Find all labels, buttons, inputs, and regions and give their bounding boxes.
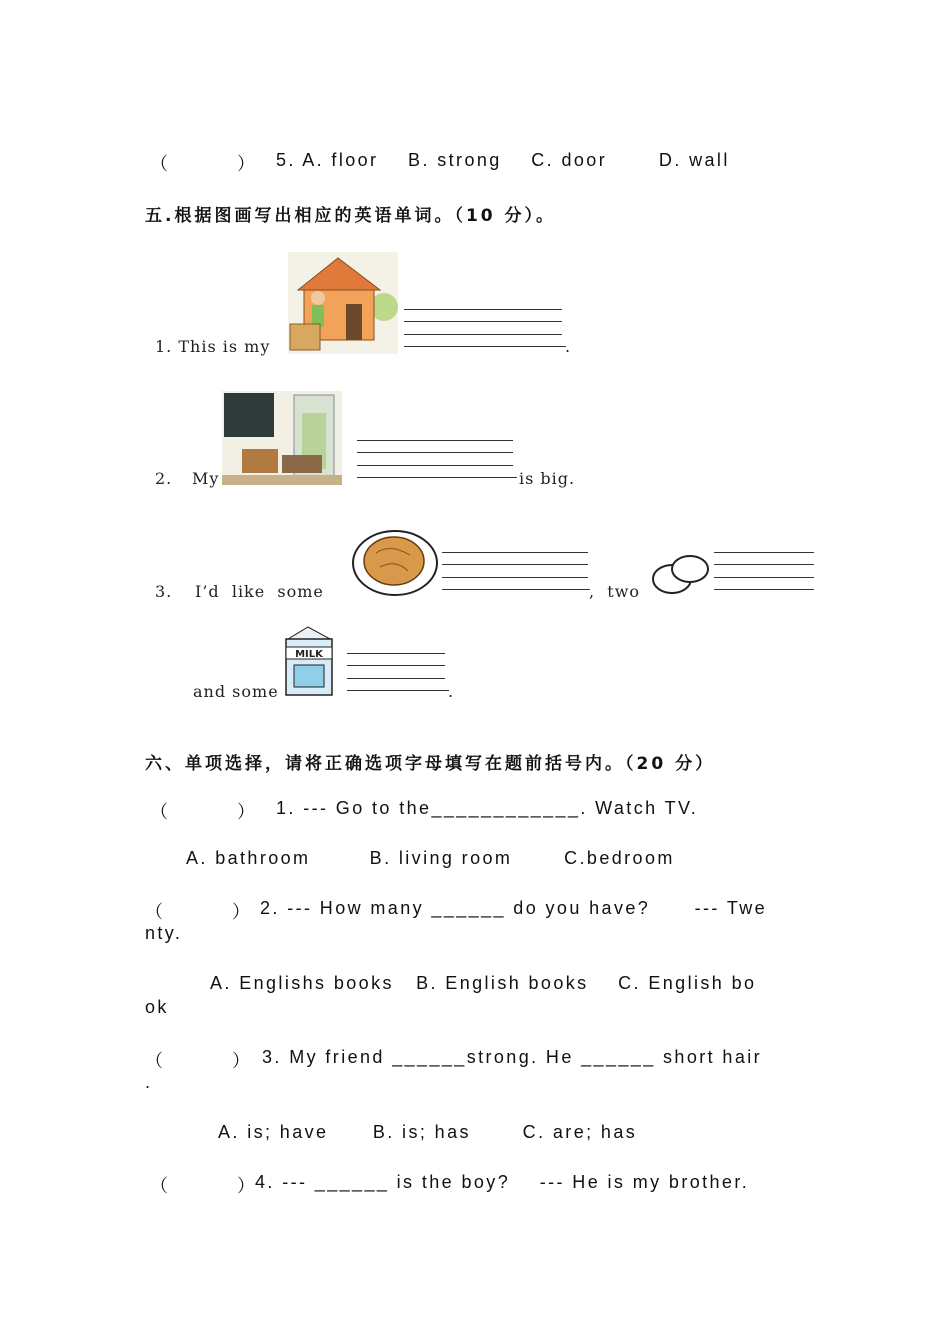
item-2-number: 2.: [155, 469, 173, 488]
question-1-options: A. bathroom B. living room C.bedroom: [186, 848, 675, 868]
question-2-options-wrap: ok: [145, 997, 169, 1017]
item-3-number: 3.: [155, 582, 173, 601]
classroom-icon: [222, 391, 342, 485]
answer-lines-3a[interactable]: [442, 552, 590, 592]
eggs-icon: [650, 552, 712, 596]
question-3-text: 3. My friend ______strong. He ______ short hair: [262, 1047, 763, 1067]
item-3-prefix-2: and some: [193, 682, 279, 701]
question-2-options: A. Englishs books B. English books C. English bo: [210, 973, 757, 993]
section-5-heading: 五.根据图画写出相应的英语单词。（10 分）。: [145, 206, 557, 226]
item-3-middle: , two: [589, 582, 641, 601]
answer-paren-3[interactable]: （ ）: [145, 1051, 253, 1071]
milk-carton-icon: [280, 625, 338, 697]
answer-paren[interactable]: （ ）: [150, 154, 258, 174]
item-3-suffix: .: [448, 682, 455, 701]
question-5-text: 5. A. floor B. strong C. door D. wall: [276, 150, 730, 170]
question-2-text: 2. --- How many ______ do you have? --- Twe: [260, 898, 768, 918]
question-3-wrap: .: [145, 1072, 153, 1092]
answer-paren-1[interactable]: （ ）: [150, 802, 258, 822]
answer-lines-2[interactable]: [357, 440, 517, 480]
item-1-prefix: 1. This is my: [155, 337, 271, 356]
question-2-wrap: nty.: [145, 923, 183, 943]
answer-lines-3b[interactable]: [714, 552, 814, 592]
question-4-text: 4. --- ______ is the boy? --- He is my brother.: [255, 1172, 750, 1192]
house-icon: [288, 252, 398, 354]
answer-paren-2[interactable]: （ ）: [145, 902, 253, 922]
item-3-prefix: I’d like some: [195, 582, 324, 601]
question-3-options: A. is; have B. is; has C. are; has: [218, 1122, 638, 1142]
item-2-suffix: is big.: [519, 469, 576, 488]
question-1-text: 1. --- Go to the____________. Watch TV.: [276, 798, 699, 818]
chicken-plate-icon: [350, 523, 440, 597]
milk-label: MILK: [295, 649, 323, 660]
item-1-suffix: .: [565, 337, 572, 356]
section-6-heading: 六、单项选择，请将正确选项字母填写在题前括号内。（20 分）: [145, 754, 716, 774]
item-2-prefix: My: [192, 469, 220, 488]
answer-lines-1[interactable]: [404, 309, 566, 349]
answer-paren-4[interactable]: （ ）: [150, 1176, 258, 1196]
answer-lines-3c[interactable]: [347, 653, 449, 693]
